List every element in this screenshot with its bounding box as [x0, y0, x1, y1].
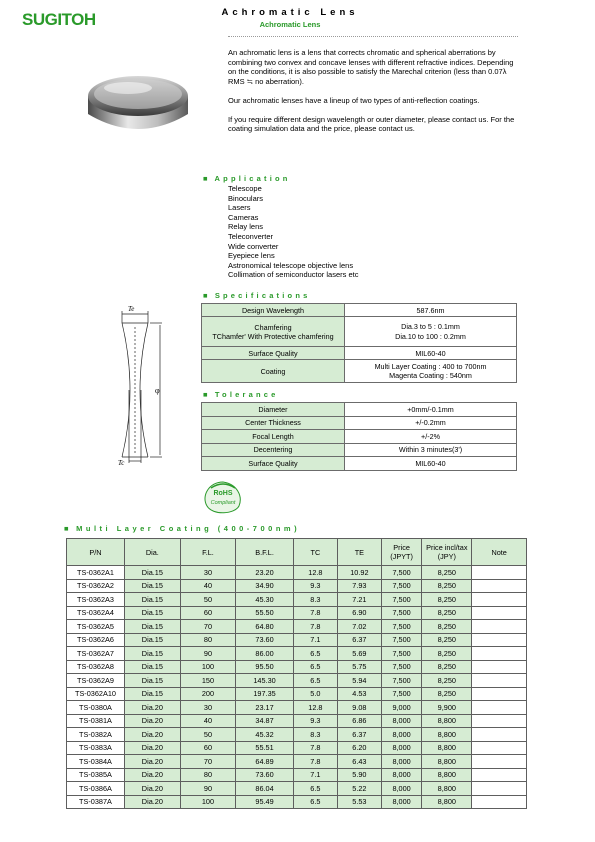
spec-label: Design Wavelength: [202, 304, 345, 317]
table-cell: 5.75: [337, 660, 381, 674]
application-list: [228, 184, 488, 280]
table-cell: Dia.15: [124, 593, 180, 607]
table-cell: 8,000: [381, 755, 421, 769]
table-cell: 8,250: [422, 674, 472, 688]
table-cell: 8.3: [293, 728, 337, 742]
table-cell: 5.53: [337, 795, 381, 809]
table-cell: [472, 741, 527, 755]
table-cell: 73.60: [236, 768, 294, 782]
table-cell: [472, 687, 527, 701]
table-cell: 7.8: [293, 606, 337, 620]
table-cell: 8,800: [422, 782, 472, 796]
table-cell: 40: [180, 579, 235, 593]
application-item: Teleconverter: [228, 231, 274, 241]
table-cell: [472, 768, 527, 782]
table-cell: TS-0380A: [67, 701, 125, 715]
table-cell: 6.5: [293, 660, 337, 674]
table-cell: 70: [180, 620, 235, 634]
table-cell: Dia.20: [124, 795, 180, 809]
tol-label: Focal Length: [202, 430, 345, 444]
table-cell: 6.37: [337, 633, 381, 647]
bullet-icon: ■: [64, 524, 71, 533]
table-cell: TS-0362A4: [67, 606, 125, 620]
table-cell: 9.3: [293, 579, 337, 593]
application-item: Binoculars: [228, 193, 264, 203]
tol-value: +/-0.2mm: [345, 416, 517, 430]
table-cell: [472, 782, 527, 796]
tol-label: Decentering: [202, 443, 345, 457]
table-cell: 7,500: [381, 620, 421, 634]
application-item: Wide converter: [228, 241, 279, 251]
table-cell: TS-0362A2: [67, 579, 125, 593]
application-item: Lasers: [228, 203, 251, 213]
table-cell: [472, 579, 527, 593]
table-cell: 23.17: [236, 701, 294, 715]
logo-text: SUGITOH: [22, 10, 96, 29]
page-title: Achromatic Lens: [221, 7, 359, 18]
table-row: [67, 674, 527, 688]
table-cell: 7,500: [381, 687, 421, 701]
table-row: [67, 741, 527, 755]
table-cell: Dia.15: [124, 633, 180, 647]
table-cell: [472, 755, 527, 769]
table-cell: [472, 593, 527, 607]
table-cell: TS-0385A: [67, 768, 125, 782]
table-cell: 9.3: [293, 714, 337, 728]
table-row: [67, 795, 527, 809]
product-price-table: [66, 538, 527, 809]
spec-value: MIL60-40: [345, 347, 517, 360]
table-cell: 8,000: [381, 728, 421, 742]
table-cell: 8,000: [381, 795, 421, 809]
table-cell: Dia.15: [124, 660, 180, 674]
table-cell: TS-0362A10: [67, 687, 125, 701]
table-cell: 200: [180, 687, 235, 701]
table-cell: [472, 647, 527, 661]
table-cell: [472, 728, 527, 742]
tolerance-heading: ■ Tolerance: [203, 390, 279, 399]
table-cell: TS-0382A: [67, 728, 125, 742]
table-cell: Dia.20: [124, 768, 180, 782]
table-cell: TS-0362A9: [67, 674, 125, 688]
spec-label: Coating: [202, 360, 345, 383]
table-cell: 6.90: [337, 606, 381, 620]
lens-photo: [82, 66, 194, 146]
table-cell: TS-0362A6: [67, 633, 125, 647]
application-item: Relay lens: [228, 222, 264, 232]
table-row: [67, 687, 527, 701]
table-cell: TS-0383A: [67, 741, 125, 755]
table-cell: Dia.20: [124, 714, 180, 728]
table-cell: 55.50: [236, 606, 294, 620]
table-row: [67, 701, 527, 715]
table-row: [67, 782, 527, 796]
table-cell: Dia.20: [124, 782, 180, 796]
table-cell: 6.5: [293, 795, 337, 809]
application-heading: ■ Application: [203, 174, 291, 183]
table-row: [67, 714, 527, 728]
table-cell: 7.1: [293, 633, 337, 647]
spec-value: Multi Layer Coating : 400 to 700nm Magenta Coating : 540nm: [345, 360, 517, 383]
table-cell: 8,250: [422, 660, 472, 674]
table-cell: 8,800: [422, 741, 472, 755]
table-cell: 7,500: [381, 579, 421, 593]
table-cell: 7,500: [381, 593, 421, 607]
table-cell: 8,800: [422, 795, 472, 809]
table-cell: 40: [180, 714, 235, 728]
table-row: [67, 633, 527, 647]
table-cell: 10.92: [337, 566, 381, 580]
table-cell: 7,500: [381, 566, 421, 580]
spec-value: 587.6nm: [345, 304, 517, 317]
table-cell: 7,500: [381, 674, 421, 688]
table-cell: 9.08: [337, 701, 381, 715]
table-row: [67, 728, 527, 742]
table-row: [67, 620, 527, 634]
table-cell: 23.20: [236, 566, 294, 580]
page-subtitle: Achromatic Lens: [259, 20, 321, 29]
table-cell: 6.43: [337, 755, 381, 769]
table-cell: Dia.15: [124, 674, 180, 688]
application-item: Telescope: [228, 184, 262, 193]
tc-label: Tc: [118, 459, 125, 465]
table-cell: Dia.15: [124, 647, 180, 661]
table-cell: 7.8: [293, 755, 337, 769]
spec-value: Dia.3 to 5 : 0.1mm Dia.10 to 100 : 0.2mm: [345, 317, 517, 347]
table-cell: 45.30: [236, 593, 294, 607]
table-cell: 145.30: [236, 674, 294, 688]
table-cell: 100: [180, 660, 235, 674]
spec-label: Surface Quality: [202, 347, 345, 360]
table-cell: 60: [180, 741, 235, 755]
table-cell: [472, 633, 527, 647]
table-cell: 73.60: [236, 633, 294, 647]
table-cell: 8,250: [422, 566, 472, 580]
table-cell: 5.22: [337, 782, 381, 796]
table-cell: 12.8: [293, 566, 337, 580]
table-cell: TS-0362A3: [67, 593, 125, 607]
table-cell: 8.3: [293, 593, 337, 607]
table-cell: TS-0362A5: [67, 620, 125, 634]
table-cell: 8,250: [422, 593, 472, 607]
table-cell: [472, 566, 527, 580]
rohs-compliant-badge: [203, 480, 243, 516]
rohs-compliant-text: Compliant: [210, 500, 236, 506]
tol-label: Center Thickness: [202, 416, 345, 430]
table-cell: 50: [180, 728, 235, 742]
table-cell: 60: [180, 606, 235, 620]
table-row: [67, 593, 527, 607]
table-row: [67, 566, 527, 580]
table-cell: [472, 606, 527, 620]
table-cell: 86.00: [236, 647, 294, 661]
tol-value: Within 3 minutes(3'): [345, 443, 517, 457]
table-cell: Dia.20: [124, 755, 180, 769]
table-cell: 12.8: [293, 701, 337, 715]
table-cell: 6.20: [337, 741, 381, 755]
table-cell: 80: [180, 768, 235, 782]
table-cell: 64.80: [236, 620, 294, 634]
column-header: TE: [337, 539, 381, 566]
table-cell: 7.1: [293, 768, 337, 782]
table-cell: Dia.15: [124, 566, 180, 580]
column-header: B.F.L.: [236, 539, 294, 566]
column-header: TC: [293, 539, 337, 566]
table-cell: 7,500: [381, 606, 421, 620]
table-cell: [472, 701, 527, 715]
table-cell: [472, 714, 527, 728]
table-row: [67, 660, 527, 674]
header-divider: [228, 36, 518, 37]
table-cell: 8,250: [422, 687, 472, 701]
table-cell: 64.89: [236, 755, 294, 769]
table-cell: 8,800: [422, 714, 472, 728]
table-cell: 7.21: [337, 593, 381, 607]
table-cell: 150: [180, 674, 235, 688]
table-cell: [472, 674, 527, 688]
table-cell: 8,800: [422, 728, 472, 742]
table-cell: 6.37: [337, 728, 381, 742]
table-cell: 7,500: [381, 660, 421, 674]
table-cell: 34.90: [236, 579, 294, 593]
table-cell: 8,250: [422, 633, 472, 647]
spec-label: Chamfering TChamfer' With Protective chamfering: [202, 317, 345, 347]
column-header: Dia.: [124, 539, 180, 566]
table-cell: 5.0: [293, 687, 337, 701]
table-cell: 6.5: [293, 782, 337, 796]
table-cell: TS-0362A8: [67, 660, 125, 674]
specifications-table: [201, 303, 517, 383]
bullet-icon: ■: [203, 390, 210, 399]
table-cell: 9,000: [381, 701, 421, 715]
table-cell: 5.94: [337, 674, 381, 688]
table-cell: TS-0386A: [67, 782, 125, 796]
intro-text: [228, 48, 518, 143]
table-cell: Dia.20: [124, 741, 180, 755]
table-cell: 30: [180, 566, 235, 580]
table-cell: 70: [180, 755, 235, 769]
table-cell: 90: [180, 782, 235, 796]
table-row: [67, 768, 527, 782]
tol-value: MIL60-40: [345, 457, 517, 471]
table-row: [67, 579, 527, 593]
tol-label: Surface Quality: [202, 457, 345, 471]
application-item: Astronomical telescope objective lens: [228, 260, 354, 270]
table-cell: 55.51: [236, 741, 294, 755]
table-cell: 8,000: [381, 741, 421, 755]
rohs-text: RoHS: [213, 490, 233, 497]
table-cell: 50: [180, 593, 235, 607]
table-cell: 8,000: [381, 782, 421, 796]
table-cell: 34.87: [236, 714, 294, 728]
table-cell: 7,500: [381, 633, 421, 647]
table-cell: Dia.20: [124, 728, 180, 742]
table-cell: 30: [180, 701, 235, 715]
table-cell: 197.35: [236, 687, 294, 701]
column-header: Price incl/tax (JPY): [422, 539, 472, 566]
table-cell: 90: [180, 647, 235, 661]
table-cell: 8,800: [422, 755, 472, 769]
tolerance-table: [201, 402, 517, 471]
table-cell: 7.93: [337, 579, 381, 593]
table-cell: 95.49: [236, 795, 294, 809]
lens-dimension-drawing: [100, 305, 170, 465]
table-cell: 7.02: [337, 620, 381, 634]
tol-value: +/-2%: [345, 430, 517, 444]
tol-label: Diameter: [202, 403, 345, 417]
table-cell: 6.86: [337, 714, 381, 728]
table-cell: 5.90: [337, 768, 381, 782]
column-header: Price (JPYT): [381, 539, 421, 566]
tol-value: +0mm/-0.1mm: [345, 403, 517, 417]
table-cell: 6.5: [293, 674, 337, 688]
table-cell: 7.8: [293, 741, 337, 755]
table-row: [67, 606, 527, 620]
intro-paragraph-1: An achromatic lens is a lens that corrects chromatic and spherical aberrations by combining two convex and concave lenses with different refractive indices. Depending on the conditions, it is also possible to satisfy the Marechal criterion (less than 0.07λ RMS ≒ no aberration).: [228, 48, 514, 86]
table-cell: 5.69: [337, 647, 381, 661]
table-cell: 86.04: [236, 782, 294, 796]
table-cell: [472, 620, 527, 634]
table-cell: Dia.15: [124, 620, 180, 634]
specifications-heading: ■ Specifications: [203, 291, 311, 300]
sugitoh-logo: [22, 9, 114, 29]
table-cell: 45.32: [236, 728, 294, 742]
table-cell: 8,800: [422, 768, 472, 782]
table-cell: 8,250: [422, 606, 472, 620]
table-cell: TS-0381A: [67, 714, 125, 728]
table-cell: 8,000: [381, 768, 421, 782]
bullet-icon: ■: [203, 291, 210, 300]
application-item: Cameras: [228, 212, 259, 222]
intro-paragraph-3: If you require different design wavelength or outer diameter, please contact us. For the coating simulation data and the price, please contact us.: [228, 114, 515, 133]
table-cell: 9,900: [422, 701, 472, 715]
column-header: P/N: [67, 539, 125, 566]
table-cell: 95.50: [236, 660, 294, 674]
table-row: [67, 755, 527, 769]
table-cell: 8,250: [422, 647, 472, 661]
table-cell: Dia.15: [124, 579, 180, 593]
table-cell: 6.5: [293, 647, 337, 661]
table-cell: Dia.15: [124, 606, 180, 620]
table-cell: 4.53: [337, 687, 381, 701]
table-cell: TS-0362A1: [67, 566, 125, 580]
application-item: Collimation of semiconductor lasers etc: [228, 270, 359, 280]
table-cell: 80: [180, 633, 235, 647]
table-cell: Dia.15: [124, 687, 180, 701]
table-cell: TS-0387A: [67, 795, 125, 809]
table-cell: 100: [180, 795, 235, 809]
table-cell: TS-0362A7: [67, 647, 125, 661]
intro-paragraph-2: Our achromatic lenses have a lineup of two types of anti-reflection coatings.: [228, 95, 480, 105]
bullet-icon: ■: [203, 174, 210, 183]
column-header: F.L.: [180, 539, 235, 566]
column-header: Note: [472, 539, 527, 566]
table-cell: 8,000: [381, 714, 421, 728]
table-cell: [472, 795, 527, 809]
application-item: Eyepiece lens: [228, 251, 275, 261]
table-cell: Dia.20: [124, 701, 180, 715]
table-cell: 8,250: [422, 620, 472, 634]
table-cell: 7.8: [293, 620, 337, 634]
table-cell: 7,500: [381, 647, 421, 661]
table-cell: [472, 660, 527, 674]
te-label: Te: [128, 305, 135, 313]
table-cell: 8,250: [422, 579, 472, 593]
table-row: [67, 647, 527, 661]
phi-label: φ: [155, 386, 160, 395]
coating-table-heading: ■ Multi Layer Coating (400-700nm): [64, 524, 301, 533]
table-cell: TS-0384A: [67, 755, 125, 769]
